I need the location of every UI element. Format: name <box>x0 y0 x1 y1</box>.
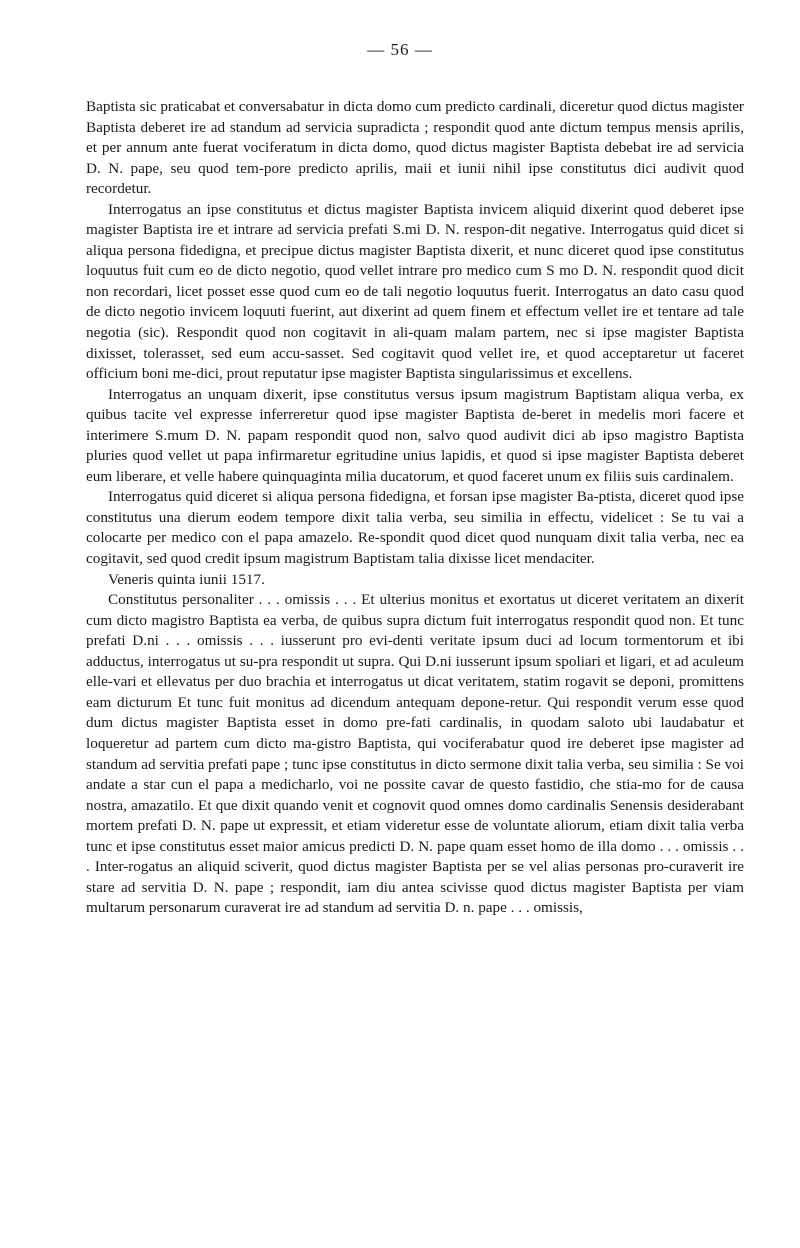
paragraph: Interrogatus quid diceret si aliqua persona fidedigna, et forsan ipse magister Ba-ptista, diceret quod ipse constitutus una dierum eodem tempore dixit talia verba, seu similia in effectu, videlicet : Se tu vai a colocarte per medico con el papa amazelo. Re-spondit quod dicet quod nunquam dixit talia verba, nec ea cogitavit, sed quod credit ipsum magistrum Baptistam talia dixisse licet mendaciter. <box>86 488 744 568</box>
paragraph: Interrogatus an unquam dixerit, ipse constitutus versus ipsum magistrum Baptistam aliqua verba, ex quibus tacite vel expresse inferreretur quod ipse magister Baptista de-beret in medelis mori facere et interimere S.mum D. N. papam respondit quod non, salvo quod audivit dici ab ipso magistro Baptista pluries quod vellet ut papa infirmaretur egritudine unius lapidis, et quod si ipse magister Baptista deberet eum liberare, et velle habere quinquaginta milia ducatorum, et quod faceret unum ex filiis suis cardinalem. <box>86 385 744 485</box>
paragraph: Baptista sic praticabat et conversabatur in dicta domo cum predicto cardinali, diceretur quod dictus magister Baptista deberet ire ad standum ad servicia supradicta ; respondit quod ante dictum tempus mensis aprilis, et per annum ante fuerat vociferatum in dicta domo, quod dictus magister Baptista debebat ire ad servicia D. N. pape, seu quod tem-pore predicto aprilis, maii et iunii nihil ipse constitutus dici audivit quod recordetur. <box>86 98 744 198</box>
date-line: Veneris quinta iunii 1517. <box>108 570 265 588</box>
paragraph: Interrogatus an ipse constitutus et dictus magister Baptista invicem aliquid dixerint quod deberet ipse magister Baptista ire et intrare ad servicia prefati S.mi D. N. respon-dit negative. Interrogatus quid dicet si aliqua persona fidedigna, et precipue dictus magister Baptista dixerit, et nunc diceret quod ipse constitutus loquutus fuit cum eo de dicto negotio, quod vellet intrare pro medico cum S mo D. N. respondit quod dicit non recordari, licet posset esse quod cum eo de tali negotio loquutus fuerit. Interrogatus an dato casu quod de dicto negotio invicem loquuti fuerint, aut dixerint ad quem finem et effectum vellet ire et tentare ad tale negotia (sic). Respondit quod non cogitavit in ali-quam malam partem, nec si ipse magister Baptista dixisset, tolerasset, sed eum accu-sasset. Sed cogitavit quod vellet ire, et quod acceptaretur ut faceret officium boni me-dici, prout reputatur ipse magister Baptista singularissimus et excellens. <box>86 200 744 383</box>
page-number: — 56 — <box>367 40 433 59</box>
body-text <box>86 97 744 919</box>
paragraph: Constitutus personaliter . . . omissis . . . Et ulterius monitus et exortatus ut diceret veritatem an dixerit cum dicto magistro Baptista ea verba, de quibus supra dictum fuit interrogatus respondit quod non. Et tunc prefati D.ni . . . omissis . . . iusserunt pro evi-denti veritate ipsum duci ad locum tormentorum et ibi adductus, interrogatus ut su-pra respondit ut supra. Qui D.ni iusserunt ipsum spoliari et ligari, et ad aculeum elle-vari et ellevatus per duo brachia et interrogatus ut dicat veritatem, statim rogavit se deponi, promittens eam dicturum Et tunc fuit monitus ad dicendum antequam depone-retur. Qui respondit verum esse quod dum dictus magister Baptista esset in domo pre-fati cardinalis, in quodam saloto ubi laudabatur et loqueretur ad partem cum dicto ma-gistro Baptista, qui vociferabatur quod ire deberet ipse magister ad standum ad servitia prefati pape ; tunc ipse constitutus in dicto sermone dixit talia verba, seu similia : Se voi andate a star cun el papa a medicharlo, voi ne possite cavar de questo fastidio, che stia-mo for de causa nostra, amazatilo. Et que dixit quando venit et cognovit quod omnes domo cardinalis Senensis desiderabant mortem prefati D. N. pape ut expressit, et etiam videretur esse de voluntate aliorum, etiam dixit talia verba tunc et ipse constitutus esset maior amicus predicti D. N. pape quam esset homo de illa domo . . . omissis . . . Inter-rogatus an aliquid sciverit, quod dictus magister Baptista per se vel alias personas pro-curaverit ire stare ad servitia D. N. pape ; respondit, iam diu antea scivisse quod dictus magister Baptista per viam multarum personarum curaverat ire ad standum ad servitia D. n. pape . . . omissis, <box>86 591 744 917</box>
